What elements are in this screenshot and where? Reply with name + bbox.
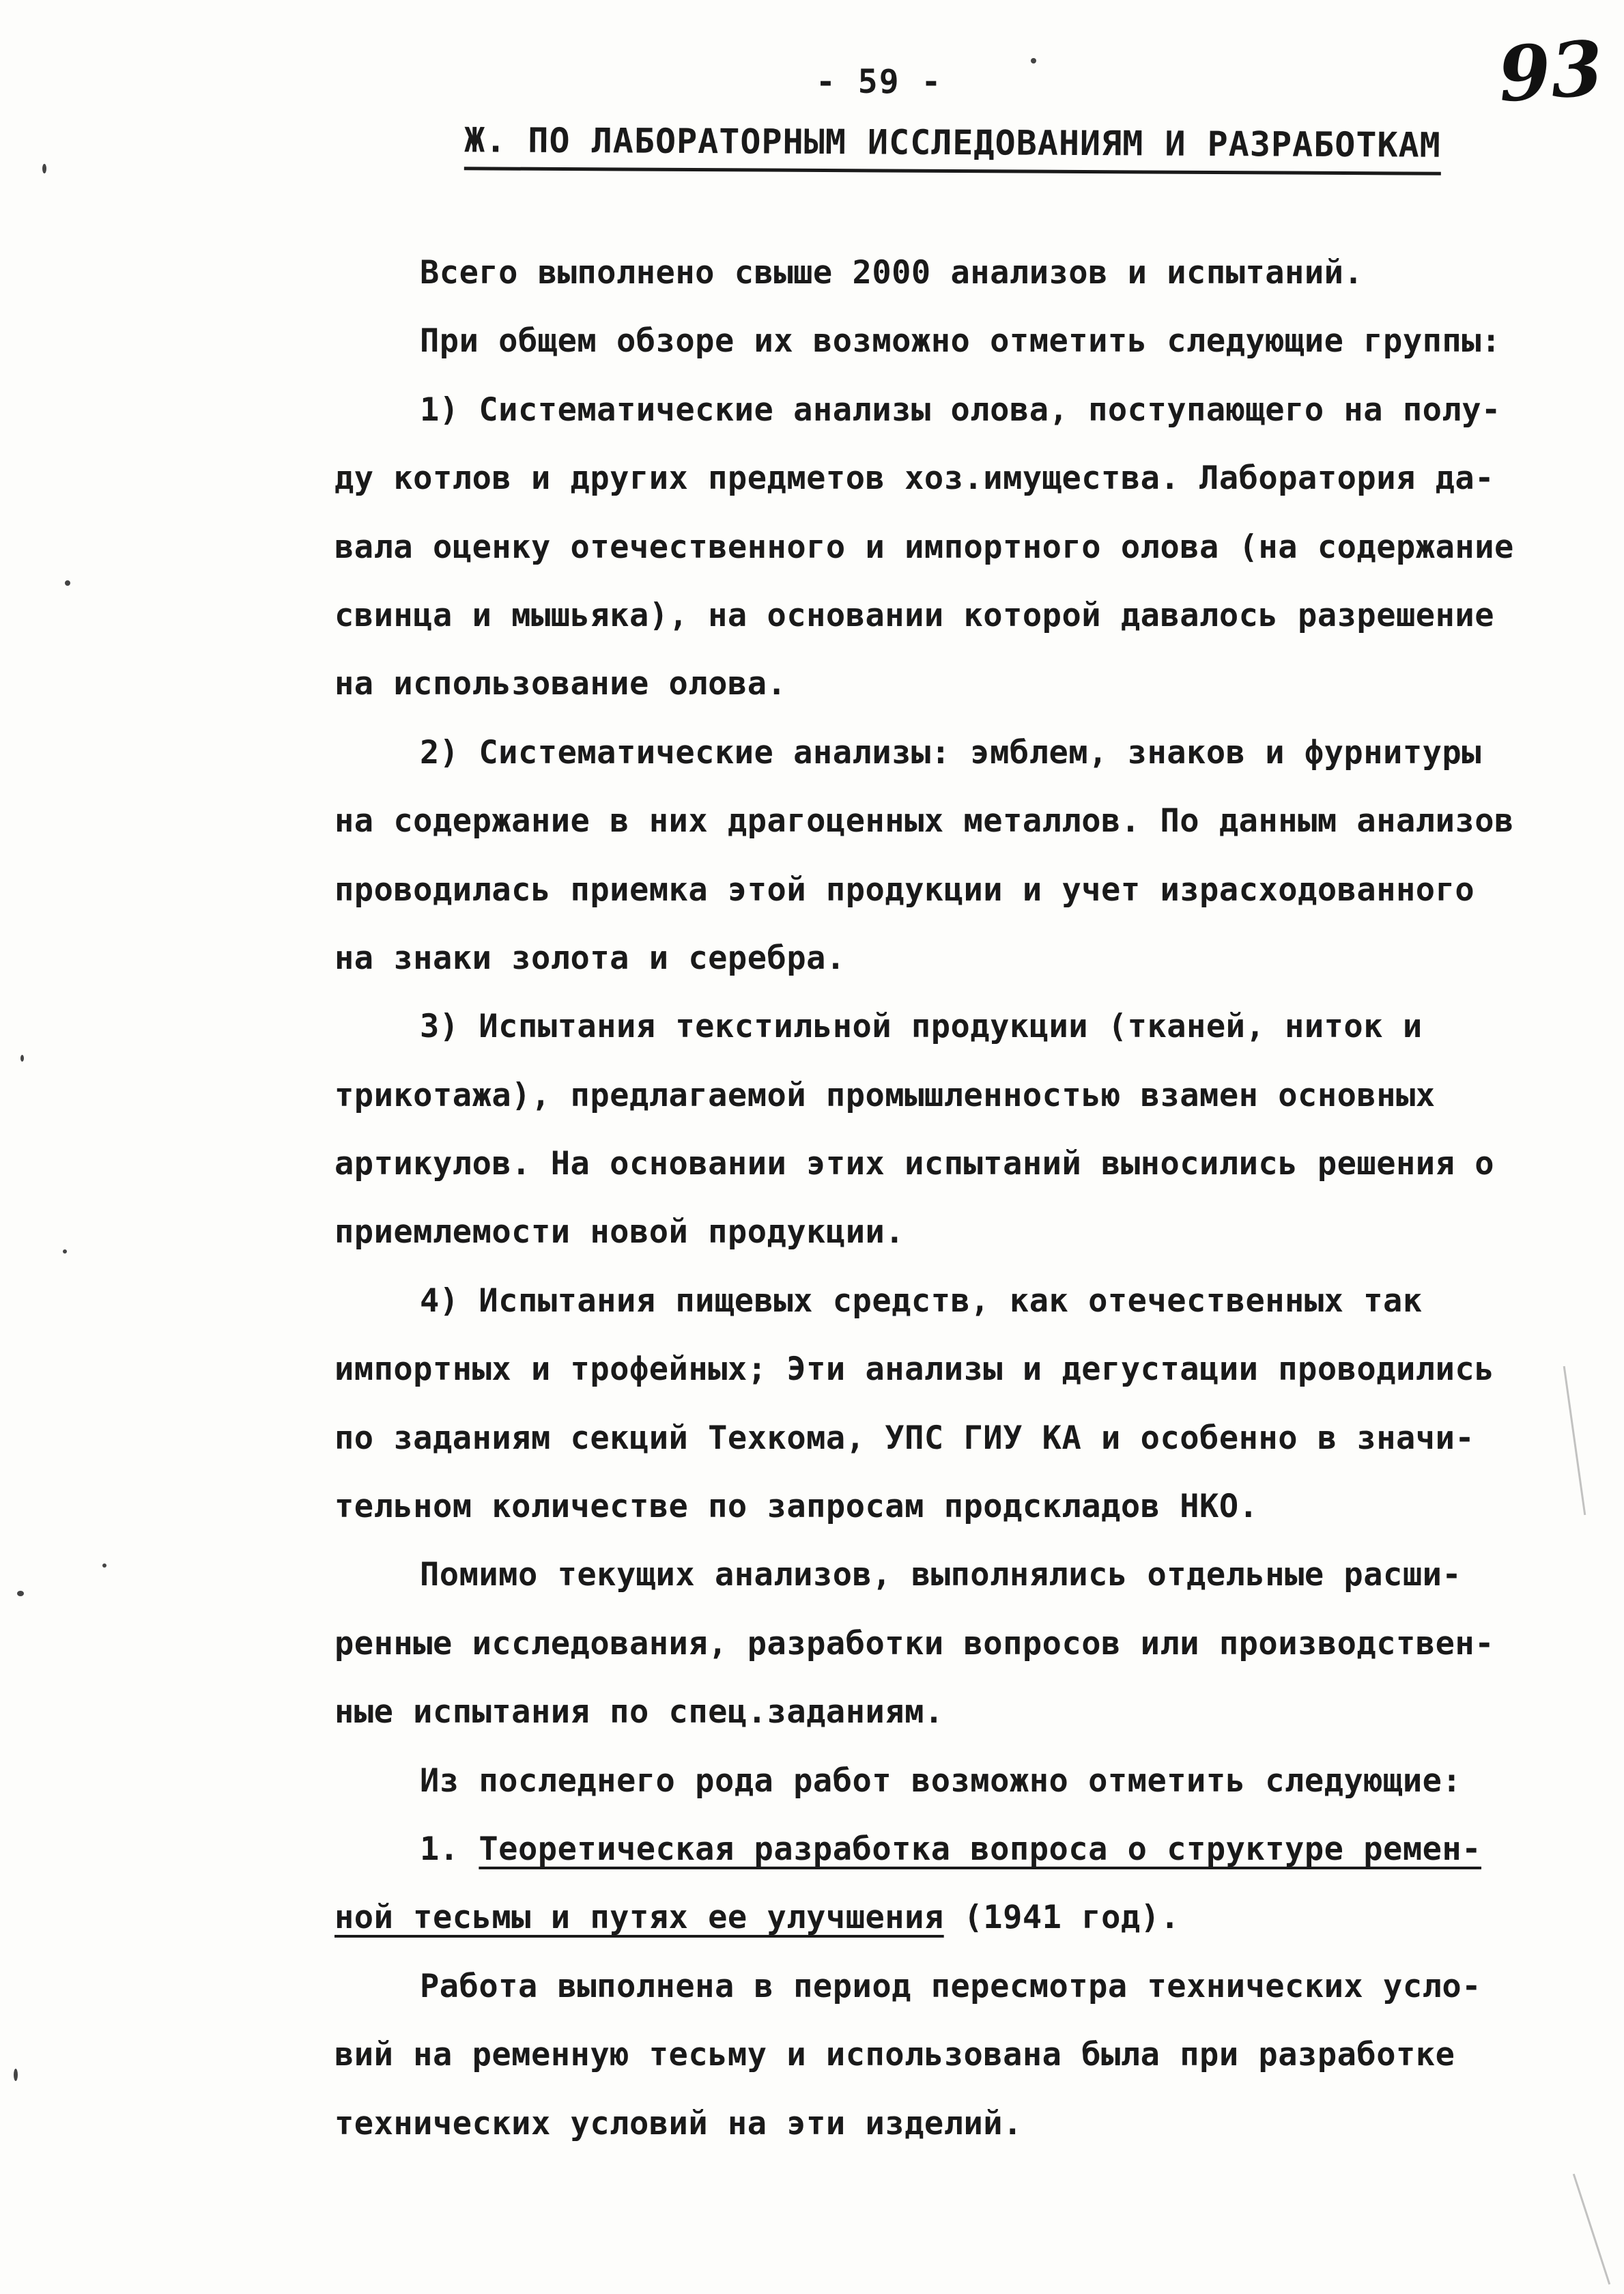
scan-speck [14, 2069, 18, 2081]
text-line: проводилась приемка этой продукции и учет израсходованного [334, 870, 1475, 909]
text-line: ренные исследования, разработки вопросов или производствен- [334, 1624, 1494, 1662]
text-line: Помимо текущих анализов, выполнялись отдельные расши- [420, 1556, 1462, 1594]
text-line: ду котлов и других предметов хоз.имущества. Лаборатория да- [334, 459, 1494, 498]
text-line: трикотажа), предлагаемой промышленностью взамен основных [334, 1076, 1436, 1114]
text-line: тельном количестве по запросам продскладов НКО. [334, 1488, 1259, 1526]
text-line: на знаки золота и серебра. [334, 939, 846, 977]
scan-speck [63, 1249, 67, 1254]
scan-speck [65, 580, 70, 586]
text-line [334, 1815, 1618, 1884]
text-line: технических условий на эти изделий. [334, 2104, 1023, 2142]
text-line: 2) Систематические анализы: эмблем, знаков и фурнитуры [420, 733, 1482, 771]
section-heading: Ж. ПО ЛАБОРАТОРНЫМ ИССЛЕДОВАНИЯМ И РАЗРАБОТКАМ [464, 120, 1441, 175]
text-line [334, 1884, 1618, 1952]
text-line: Всего выполнено свыше 2000 анализов и испытаний. [420, 254, 1364, 292]
text-line: свинца и мышьяка), на основании которой давалось разрешение [334, 596, 1494, 634]
text-line: на использование олова. [334, 665, 787, 703]
text-line: 3) Испытания текстильной продукции (тканей, ниток и [420, 1008, 1423, 1046]
text-line: ные испытания по спец.заданиям. [334, 1693, 944, 1731]
scan-speck [17, 1591, 24, 1596]
text-line: артикулов. На основании этих испытаний выносились решения о [334, 1145, 1494, 1183]
text-line: приемлемости новой продукции. [334, 1213, 905, 1251]
scan-fold-line [1573, 2174, 1610, 2285]
year-note: (1941 год). [943, 1899, 1180, 1937]
archive-folio-number: 93 [1495, 23, 1606, 119]
text-line: вий на ременную тесьму и использована была при разработке [334, 2036, 1455, 2074]
body-text [334, 239, 1618, 2158]
text-line: по заданиям секций Техкома, УПС ГИУ КА и особенно в значи- [334, 1419, 1475, 1457]
scan-speck [20, 1055, 24, 1062]
text-line: 1) Систематические анализы олова, поступающего на полу- [420, 391, 1501, 429]
scan-speck [42, 164, 46, 173]
text-line: При общем обзоре их возможно отметить следующие группы: [420, 322, 1501, 360]
text-line: Из последнего рода работ возможно отметить следующие: [420, 1761, 1462, 1800]
underlined-title: ной тесьмы и путях ее улучшения [334, 1899, 944, 1937]
text-line: на содержание в них драгоценных металлов. По данным анализов [334, 802, 1514, 840]
text-line: вала оценку отечественного и импортного олова (на содержание [334, 528, 1514, 566]
text-line: Работа выполнена в период пересмотра технических усло- [420, 1967, 1482, 2005]
page-number: - 59 - [816, 63, 943, 101]
scan-speck [102, 1563, 106, 1568]
text-line: 4) Испытания пищевых средств, как отечественных так [420, 1281, 1423, 1320]
underlined-title: Теоретическая разработка вопроса о структуре ремен- [479, 1830, 1482, 1868]
scan-speck [1031, 58, 1036, 63]
item-number: 1. [420, 1830, 479, 1868]
text-line: импортных и трофейных; Эти анализы и дегустации проводились [334, 1350, 1494, 1389]
